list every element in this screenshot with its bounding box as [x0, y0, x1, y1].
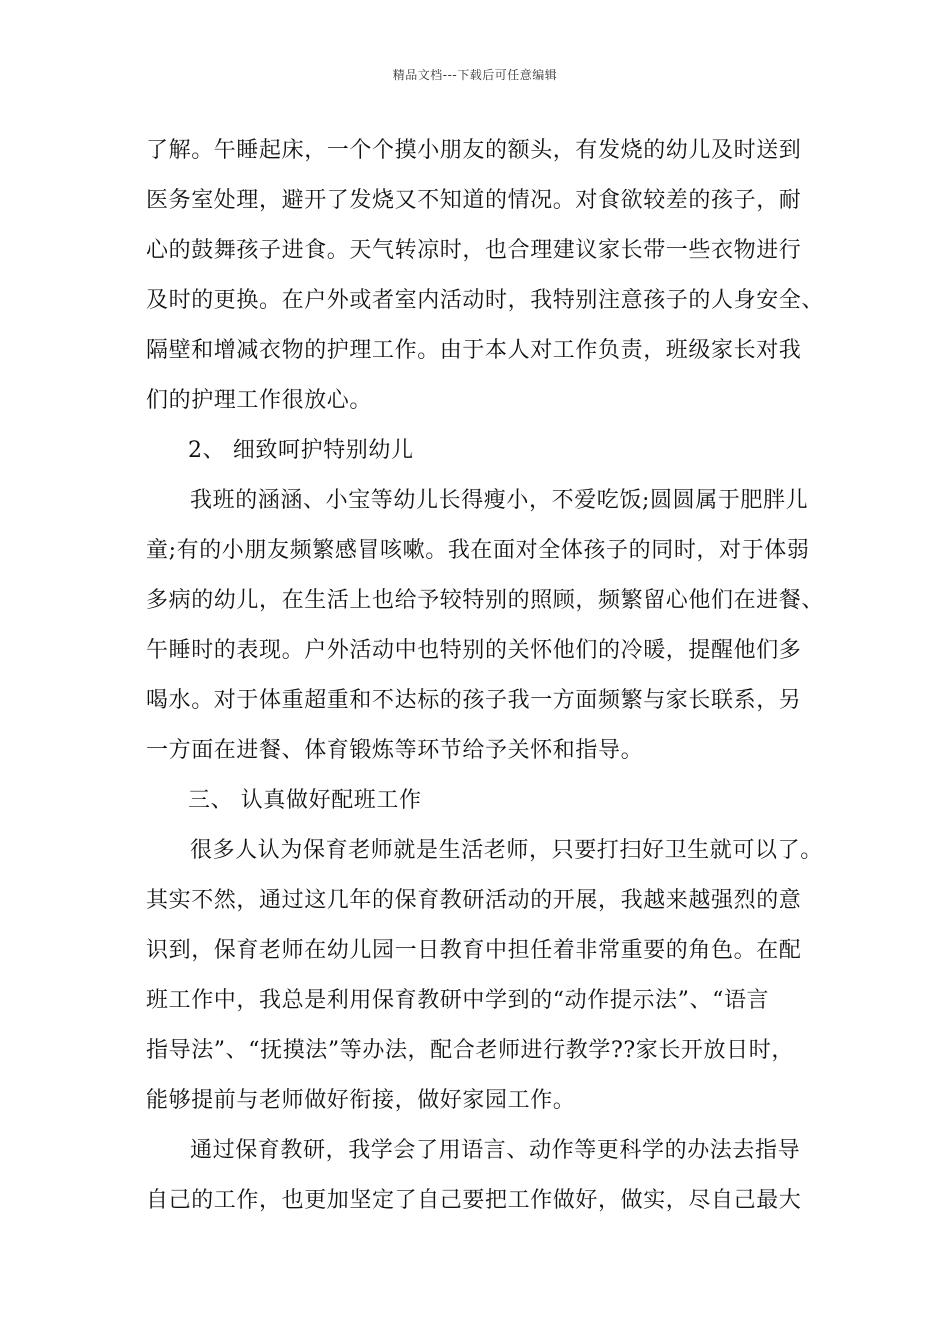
text-line: 一方面在进餐、体育锻炼等环节给予关怀和指导。 — [146, 738, 644, 763]
page-header: 精品文档---下载后可任意编辑 — [392, 68, 558, 82]
text-line: 午睡时的表现。户外活动中也特别的关怀他们的冷暖，提醒他们多 — [146, 638, 802, 663]
text-line: 心的鼓舞孩子进食。天气转凉时，也合理建议家长带一些衣物进行 — [146, 238, 802, 263]
text-line: 识到，保育老师在幼儿园一日教育中担任着非常重要的角色。在配 — [146, 938, 802, 963]
text-line: 自己的工作，也更加坚定了自己要把工作做好，做实，尽自己最大 — [146, 1188, 802, 1213]
text-line: 童;有的小朋友频繁感冒咳嗽。我在面对全体孩子的同时，对于体弱 — [146, 538, 810, 563]
text-line: 了解。午睡起床，一个个摸小朋友的额头，有发烧的幼儿及时送到 — [146, 138, 802, 163]
text-line: 指导法”、“抚摸法”等办法，配合老师进行教学??家长开放日时， — [146, 1038, 794, 1063]
text-line: 喝水。对于体重超重和不达标的孩子我一方面频繁与家长联系，另 — [146, 688, 802, 713]
text-line: 能够提前与老师做好衔接，做好家园工作。 — [146, 1088, 576, 1113]
text-line: 隔壁和增减衣物的护理工作。由于本人对工作负责，班级家长对我 — [146, 338, 802, 363]
text-line: 其实不然，通过这几年的保育教研活动的开展，我越来越强烈的意 — [146, 888, 802, 913]
text-line: 通过保育教研，我学会了用语言、动作等更科学的办法去指导 — [190, 1138, 801, 1163]
text-line: 医务室处理，避开了发烧又不知道的情况。对食欲较差的孩子，耐 — [146, 188, 802, 213]
section-heading: 三、 认真做好配班工作 — [188, 788, 422, 813]
text-line: 我班的涵涵、小宝等幼儿长得瘦小，不爱吃饭;圆圆属于肥胖儿 — [190, 488, 809, 513]
text-line: 们的护理工作很放心。 — [146, 388, 373, 413]
text-line: 及时的更换。在户外或者室内活动时，我特别注意孩子的人身安全、 — [146, 288, 825, 313]
text-line: 多病的幼儿，在生活上也给予较特别的照顾，频繁留心他们在进餐、 — [146, 588, 825, 613]
text-line: 班工作中，我总是利用保育教研中学到的“动作提示法”、“语言 — [146, 988, 770, 1013]
section-heading: 2、 细致呵护特别幼儿 — [188, 438, 414, 463]
text-line: 很多人认为保育老师就是生活老师，只要打扫好卫生就可以了。 — [190, 838, 823, 863]
